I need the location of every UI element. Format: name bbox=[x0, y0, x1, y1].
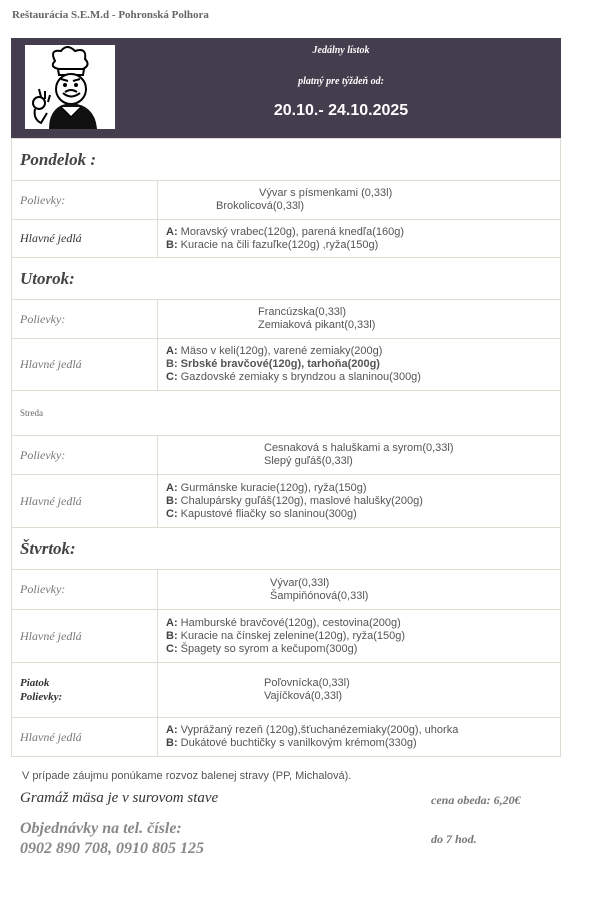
menu-dates: 20.10.- 24.10.2025 bbox=[273, 102, 409, 119]
mains-label: Hlavné jedlá bbox=[12, 220, 158, 258]
soups-row bbox=[12, 300, 561, 339]
soup-item: Brokolicová(0,33l) bbox=[216, 200, 305, 212]
dish-item: A: Gurmánske kuracie(120g), ryža(150g) bbox=[166, 481, 367, 494]
delivery-note: V prípade záujmu ponúkame rozvoz balenej stravy (PP, Michalová). bbox=[22, 770, 352, 782]
order-deadline: do 7 hod. bbox=[431, 832, 477, 846]
soups-cell bbox=[158, 436, 561, 475]
mains-row bbox=[12, 475, 561, 528]
day-row-monday bbox=[12, 139, 561, 181]
soup-item: Šampiňónová(0,33l) bbox=[270, 589, 369, 602]
soup-item: Vajíčková(0,33l) bbox=[264, 690, 343, 702]
soups-label: Polievky: bbox=[20, 691, 63, 703]
dish-item: B: Dukátové buchtičky s vanilkovým krémom(330g) bbox=[166, 737, 417, 749]
day-row-tuesday bbox=[12, 258, 561, 300]
day-name: Piatok bbox=[20, 677, 50, 689]
soups-cell bbox=[158, 300, 561, 339]
friday-label bbox=[12, 663, 158, 718]
dish-item: B: Kuracie na čínskej zelenine(120g), ryža(150g) bbox=[166, 629, 406, 642]
day-row-friday bbox=[12, 663, 561, 718]
phone-numbers[interactable]: 0902 890 708, 0910 805 125 bbox=[20, 840, 204, 857]
soups-label: Polievky: bbox=[12, 570, 158, 610]
soup-item: Vývar(0,33l) bbox=[270, 576, 330, 589]
day-row-thursday bbox=[12, 528, 561, 570]
mains-row bbox=[12, 339, 561, 391]
day-name: Streda bbox=[12, 391, 561, 436]
mains-row bbox=[12, 718, 561, 757]
soups-row bbox=[12, 181, 561, 220]
day-name: Štvrtok: bbox=[12, 528, 561, 570]
mains-row bbox=[12, 220, 561, 258]
orders-label: Objednávky na tel. čísle: bbox=[20, 820, 182, 837]
day-name: Utorok: bbox=[12, 258, 561, 300]
dish-item: A: Moravský vrabec(120g), parená knedľa(160g) bbox=[166, 225, 404, 238]
weight-note: Gramáž mäsa je v surovom stave bbox=[20, 790, 219, 806]
menu-header bbox=[11, 38, 561, 138]
mains-cell bbox=[158, 610, 561, 663]
dish-item: C: Špagety so syrom a kečupom(300g) bbox=[166, 642, 358, 655]
mains-cell bbox=[158, 339, 561, 391]
mains-cell bbox=[158, 220, 561, 258]
soups-label: Polievky: bbox=[12, 436, 158, 475]
soups-cell bbox=[158, 570, 561, 610]
day-name: Pondelok : bbox=[12, 139, 561, 181]
mains-cell bbox=[158, 718, 561, 757]
dish-item: C: Gazdovské zemiaky s bryndzou a slaninou(300g) bbox=[166, 371, 421, 383]
dish-item: A: Hamburské bravčové(120g), cestovina(200g) bbox=[166, 616, 401, 629]
mains-row bbox=[12, 610, 561, 663]
soup-item: Zemiaková pikant(0,33l) bbox=[258, 319, 376, 331]
mains-label: Hlavné jedlá bbox=[12, 475, 158, 528]
soup-item: Vývar s písmenkami (0,33l) bbox=[259, 187, 393, 199]
day-row-wednesday bbox=[12, 391, 561, 436]
site-title: Reštaurácia S.E.M.d - Pohronská Polhora bbox=[12, 9, 209, 21]
soups-label: Polievky: bbox=[12, 181, 158, 220]
soups-row bbox=[12, 436, 561, 475]
soup-item: Slepý guľáš(0,33l) bbox=[264, 455, 353, 467]
soups-cell bbox=[158, 663, 561, 718]
dish-item: A: Vyprážaný rezeň (120g),šťuchanézemiaky(200g), uhorka bbox=[166, 724, 459, 736]
menu-table bbox=[11, 138, 561, 757]
soups-cell bbox=[158, 181, 561, 220]
chef-logo-icon bbox=[25, 45, 115, 129]
menu-subtitle: platný pre týždeň od: bbox=[298, 76, 384, 87]
mains-cell bbox=[158, 475, 561, 528]
dish-item: B: Srbské bravčové(120g), tarhoňa(200g) bbox=[166, 358, 380, 370]
soups-row bbox=[12, 570, 561, 610]
dish-item: A: Mäso v keli(120g), varené zemiaky(200g) bbox=[166, 345, 383, 357]
mains-label: Hlavné jedlá bbox=[12, 610, 158, 663]
menu-title: Jedálny lístok bbox=[312, 45, 370, 56]
soup-item: Cesnaková s haluškami a syrom(0,33l) bbox=[264, 442, 454, 454]
soups-label: Polievky: bbox=[12, 300, 158, 339]
mains-label: Hlavné jedlá bbox=[12, 339, 158, 391]
soup-item: Poľovnícka(0,33l) bbox=[264, 677, 350, 689]
lunch-price: cena obeda: 6,20€ bbox=[431, 793, 521, 807]
dish-item: C: Kapustové fliačky so slaninou(300g) bbox=[166, 507, 357, 520]
dish-item: B: Kuracie na čili fazuľke(120g) ,ryža(150g) bbox=[166, 238, 379, 251]
soup-item: Francúzska(0,33l) bbox=[258, 306, 347, 318]
mains-label: Hlavné jedlá bbox=[12, 718, 158, 757]
dish-item: B: Chalupársky guľáš(120g), maslové halušky(200g) bbox=[166, 494, 423, 507]
